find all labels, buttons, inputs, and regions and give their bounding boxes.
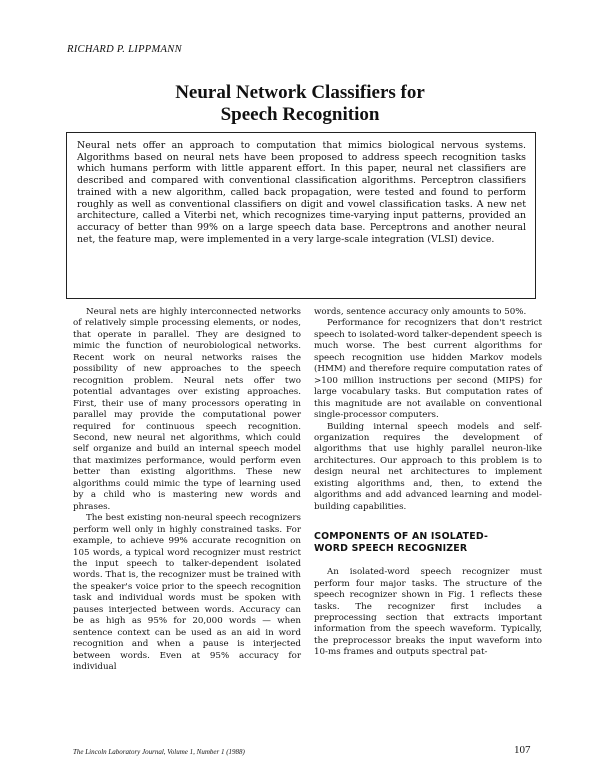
right-column [314,307,542,659]
right-paragraph-continued: words, sentence accuracy only amounts to 50%. [314,307,527,317]
section-heading [314,531,542,555]
abstract-box [66,132,536,299]
title-line-2: Speech Recognition [220,104,380,125]
abstract-text: Neural nets offer an approach to computation that mimics biological nervous systems. Algorithms based on neural nets have been proposed to address speech recognition tasks which humans perform with little apparent effort. In this paper, neural net classifiers are described and compared with conventional classification algorithms. Perceptron classifiers trained with a new algorithm, called back propagation, were tested and found to perform roughly as well as conventional classifiers on digit and vowel classification tasks. A new net architecture, called a Viterbi net, which recognizes time-varying input patterns, provided an accuracy of better than 99% on a large speech data base. Perceptrons and another neural net, the feature map, were implemented in a very large-scale integration (VLSI) device. [77,140,526,245]
running-header-author: RICHARD P. LIPPMANN [67,44,182,55]
footer-journal-citation: The Lincoln Laboratory Journal, Volume 1, Number 1 (1988) [73,748,245,756]
right-paragraph-2: Building internal speech models and self-organization requires the development of algorithms that use highly parallel neuron-like architectures. Our approach to this problem is to design neural net architectures to implement existing algorithms and, then, to extend the algorithms and add advanced learning and model-building capabilities. [314,421,542,512]
left-column [73,307,301,674]
right-paragraph-3: An isolated-word speech recognizer must perform four major tasks. The structure of the speech recognizer shown in Fig. 1 reflects these tasks. The recognizer first includes a preprocessing section that extracts important information from the speech waveform. Typically, the preprocessor breaks the input waveform into 10-ms frames and outputs spectral pat- [314,567,542,658]
left-paragraph-2: The best existing non-neural speech recognizers perform well only in highly constrained tasks. For example, to achieve 99% accurate recognition on 105 words, a typical word recognizer must restrict the input speech to talker-dependent isolated words. That is, the recognizer must be trained with the speaker's voice prior to the speech recognition task and individual words must be spoken with pauses interjected between words. Accuracy can be as high as 95% for 20,000 words — when sentence context can be used as an aid in word recognition and when a pause is interjected between words. Even at 95% accuracy for individual [73,513,301,673]
section-heading-line-1: COMPONENTS OF AN ISOLATED- [314,531,489,543]
article-title [100,82,500,126]
page-number: 107 [514,744,531,756]
section-heading-line-2: WORD SPEECH RECOGNIZER [314,543,468,555]
left-paragraph-1: Neural nets are highly interconnected networks of relatively simple processing elements, or nodes, that operate in parallel. They are designed to mimic the function of neurobiological networks. Recent work on neural networks raises the possibility of new approaches to the speech recognition problem. Neural nets offer two potential advantages over existing approaches. First, their use of many processors operating in parallel may provide the computational power required for continuous speech recognition. Second, new neural net algorithms, which could self organize and build an internal speech model that maximizes performance, would perform even better than existing algorithms. These new algorithms could mimic the type of learning used by a child who is mastering new words and phrases. [73,307,301,512]
right-paragraph-1: Performance for recognizers that don't restrict speech to isolated-word talker-dependent speech is much worse. The best current algorithms for speech recognition use hidden Markov models (HMM) and therefore require computation rates of >100 million instructions per second (MIPS) for large vocabulary tasks. But computation rates of this magnitude are not available on conventional single-processor computers. [314,318,542,421]
title-line-1: Neural Network Classifiers for [175,82,425,103]
